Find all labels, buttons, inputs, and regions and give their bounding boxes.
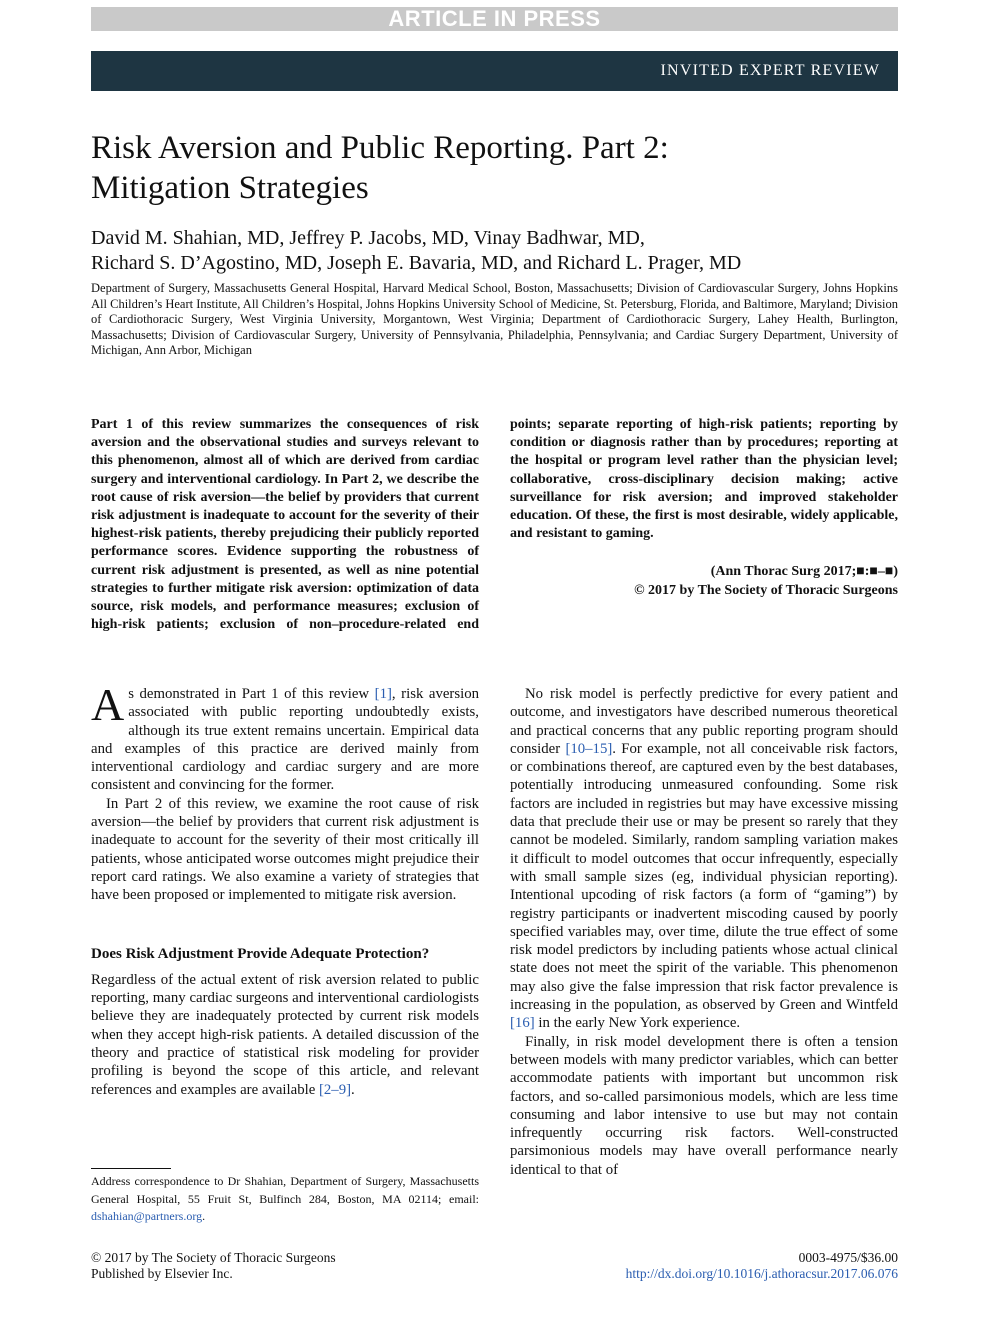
abstract [91, 416, 898, 642]
abstract-text: Part 1 of this review summarizes the consequences of risk aversion and the observational studies and surveys relevant to this phenomenon, almost all of which are derived from cardiac surgery and interventional cardiology. In Part 2, we describe the root cause of risk aversion—the belief by providers that current risk adjustment is inadequate to account for the severity of their highest-risk patients, thereby prejudicing their publicly reported performance scores. Evidence supporting the robustness of current risk adjustment is presented, as well as nine potential strategies to further mitigate risk aversion: optimization of data source, risk models, and performance measures; exclusion of high-risk patients; exclusion of non–procedure-related end points; separate reporting of high-risk patients; reporting by condition or diagnosis rather than by procedures; reporting at the hospital or program level rather than the physician level; collaborative, cross-disciplinary decision making; active surveillance for risk aversion; and improved stakeholder education. Of these, the first is most desirable, widely applicable, and resistant to gaming. [91, 417, 898, 633]
body-text: in the early New York experience. [534, 1015, 741, 1032]
affiliations: Department of Surgery, Massachusetts General Hospital, Harvard Medical School, Boston, Massachusetts; Division of Cardiovascular Surgery, Johns Hopkins All Children’s Heart Institute, All Children’s Hospital, Johns Hopkins University School of Medicine, St. Petersburg, Florida, and Baltimore, Maryland; Division of Cardiothoracic Surgery, West Virginia University, Morgantown, West Virginia; Department of Cardiothoracic Surgery, Lahey Health, Burlington, Massachusetts; Division of Cardiovascular Surgery, University of Pennsylvania, Philadelphia, Pennsylvania; and Cardiac Surgery Department, University of Michigan, Ann Arbor, Michigan [91, 281, 898, 357]
section-heading: Does Risk Adjustment Provide Adequate Protection? [91, 945, 430, 962]
drop-cap: A [91, 679, 125, 730]
footnote-divider [91, 1168, 171, 1169]
body-text: s demonstrated in Part 1 of this review [128, 686, 375, 702]
body-column-left [91, 679, 480, 1099]
reference-link-2-9[interactable]: [2–9] [318, 1081, 352, 1098]
article-title [91, 128, 871, 208]
footer-issn: 0003-4975/$36.00 [798, 1250, 898, 1265]
reference-link-16[interactable]: [16] [510, 1015, 535, 1032]
body-text: . [351, 1081, 355, 1098]
body-paragraph-3 [91, 971, 479, 1099]
footnote-text: . [202, 1209, 206, 1223]
title-line-1: Risk Aversion and Public Reporting. Part 2: [91, 130, 669, 166]
authors-line-1: David M. Shahian, MD, Jeffrey P. Jacobs, MD, Vinay Badhwar, MD, [91, 227, 645, 249]
section-banner: INVITED EXPERT REVIEW [91, 51, 898, 91]
reference-link-1[interactable]: [1] [374, 686, 392, 702]
citation: (Ann Thorac Surg 2017;■:■–■) [710, 564, 898, 580]
body-text: . For example, not all conceivable risk factors, or combinations thereof, are captured even by the best databases, potentially introducing unmeasured confounding. Some risk factors are included in registries but may have excessive missing data that preclude their use or may be present so rarely that they cannot be modeled. Similarly, random sampling variation makes it difficult to model outcomes that occur infrequently, especially with small sample sizes (eg, individual physician reporting). Intentional upcoding of risk factors (a form of “gaming”) by registry participants or inadvertent miscoding caused by poorly specified variables may, over time, dilute the true effect of some risk model predictors by including patients whose actual clinical state does not meet the spirit of the variable. This phenomenon may also give the false impression that risk factor prevalence is increasing in the population, as observed by Green and Wintfeld [510, 740, 898, 1014]
footer-right [626, 1250, 898, 1282]
body-column-right [510, 685, 898, 1179]
abstract-citation [510, 563, 898, 599]
footer-publisher: Published by Elsevier Inc. [91, 1266, 233, 1281]
title-line-2: Mitigation Strategies [91, 170, 369, 206]
reference-link-10-15[interactable]: [10–15] [565, 740, 613, 757]
body-text: Regardless of the actual extent of risk aversion related to public reporting, many cardiac surgeons and interventional cardiologists believe they are inadequately protected by current risk models when they accept high-risk patients. A detailed discussion of the theory and practice of statistical risk modeling for provider profiling is beyond the scope of this article, and relevant references and examples are available [91, 971, 479, 1098]
body-text: No risk model is perfectly predictive for every patient and outcome, and investigators have described numerous theoretical and practical concerns that any public reporting program should consider [510, 686, 898, 757]
footer-copyright: © 2017 by The Society of Thoracic Surgeons [91, 1250, 336, 1265]
email-link[interactable]: dshahian@partners.org [91, 1209, 203, 1223]
abstract-copyright: © 2017 by The Society of Thoracic Surgeons [634, 582, 898, 598]
body-text: , risk aversion associated with public reporting undoubtedly exists, although its true extent remains uncertain. Empirical data and examples of this practice are derived mainly from interventional cardiology and cardiac surgery and are more consistent and convincing for the former. [91, 686, 480, 794]
article-in-press-banner: ARTICLE IN PRESS [91, 7, 898, 31]
doi-link[interactable]: http://dx.doi.org/10.1016/j.athoracsur.2017.06.076 [625, 1266, 898, 1281]
body-paragraph-5: Finally, in risk model development there is often a tension between models with many predictor variables, which can better accommodate patients with important but uncommon risk factors, and so-called parsimonious models, which are less time consuming and labor intensive to use but may not contain infrequently occurring risk factors. Well-constructed parsimonious models may have overall performance nearly identical to that of [510, 1033, 898, 1178]
body-paragraph-4 [510, 685, 898, 1033]
footer-left [91, 1250, 336, 1282]
body-paragraph-1 [91, 679, 480, 795]
correspondence-footnote [91, 1173, 479, 1226]
authors-line-2: Richard S. D’Agostino, MD, Joseph E. Bavaria, MD, and Richard L. Prager, MD [91, 252, 742, 274]
author-list [91, 226, 891, 276]
body-paragraph-2: In Part 2 of this review, we examine the root cause of risk aversion—the belief by providers that current risk adjustment is inadequate to account for the severity of their most critically ill patients, whose anticipated worse outcomes might prejudice their report card ratings. We also examine a variety of strategies that have been proposed or implemented to mitigate risk aversion. [91, 795, 479, 904]
footnote-text: Address correspondence to Dr Shahian, Department of Surgery, Massachusetts General Hospital, 55 Fruit St, Bulfinch 284, Boston, MA 02114; email: [91, 1174, 479, 1206]
